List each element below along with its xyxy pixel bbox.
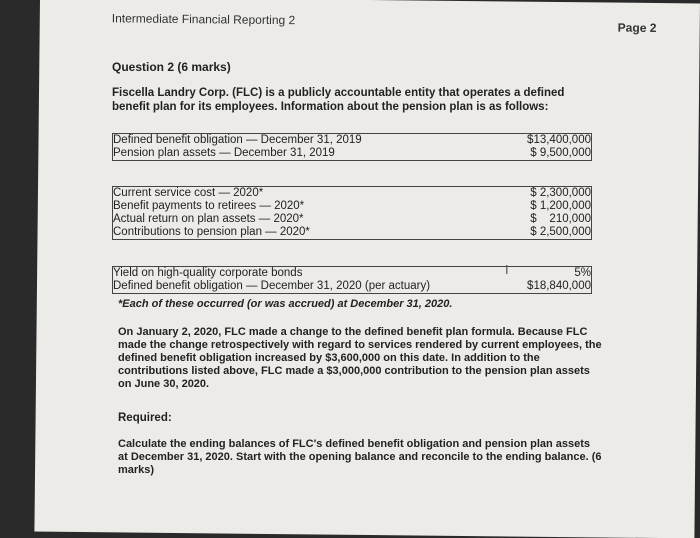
required-text: Calculate the ending balances of FLC's defined benefit obligation and pension plan assets at December 31, 2020. Start with the opening balance and reconcile to the ending balance. (6 marks) [118, 438, 602, 476]
table-row: Defined benefit obligation — December 31, 2019 $13,400,000 [113, 134, 591, 146]
scenario-paragraph: On January 2, 2020, FLC made a change to the defined benefit plan formula. Because FLC made the change retrospectively with regard to services rendered by current employees, the defined benefit obligation increased by $3,600,000 on this date. In addition to the contributions listed above, FLC made a $3,000,000 contribution to the pension plan assets on June 30, 2020. [118, 326, 602, 390]
course-header: Intermediate Financial Reporting 2 [111, 11, 296, 28]
table-opening-balances [112, 133, 592, 161]
table-row: Yield on high-quality corporate bonds 5% [113, 267, 591, 279]
table-row: Defined benefit obligation — December 31, 2020 (per actuary) $18,840,000 [113, 280, 591, 292]
required-heading: Required: [118, 412, 172, 424]
table-row: Current service cost — 2020* $ 2,300,000 [113, 187, 591, 199]
table-row: Pension plan assets — December 31, 2019 $ 9,500,000 [113, 147, 591, 159]
table-row: Contributions to pension plan — 2020* $ 2,500,000 [113, 226, 591, 238]
table-row: Actual return on plan assets — 2020* $ 210,000 [113, 213, 591, 225]
table-2020-activity [112, 186, 592, 240]
text-cursor-icon: I [505, 262, 509, 277]
question-intro: Fiscella Landry Corp. (FLC) is a publicly accountable entity that operates a defined benefit plan for its employees. Information about the pension plan is as follows: [112, 87, 565, 113]
question-title: Question 2 (6 marks) [112, 60, 231, 74]
footnote: *Each of these occurred (or was accrued) at December 31, 2020. [118, 298, 453, 310]
table-row: Benefit payments to retirees — 2020* $ 1,200,000 [113, 200, 591, 212]
table-year-end [112, 266, 592, 294]
page-number: Page 2 [617, 20, 657, 36]
